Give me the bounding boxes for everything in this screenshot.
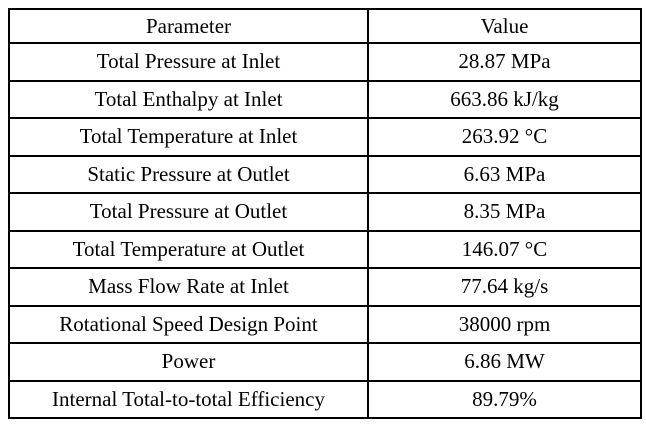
table-row	[9, 193, 641, 231]
value-cell: 77.64 kg/s	[368, 268, 641, 306]
value-cell: 89.79%	[368, 381, 641, 419]
value-cell: 146.07 °C	[368, 231, 641, 269]
table-row	[9, 118, 641, 156]
parameter-cell: Power	[9, 343, 368, 381]
parameter-cell: Rotational Speed Design Point	[9, 306, 368, 344]
parameter-cell: Static Pressure at Outlet	[9, 156, 368, 194]
value-cell: 663.86 kJ/kg	[368, 81, 641, 119]
parameter-cell: Total Temperature at Inlet	[9, 118, 368, 156]
value-cell: 6.63 MPa	[368, 156, 641, 194]
table-row	[9, 343, 641, 381]
table-row	[9, 231, 641, 269]
value-cell: 38000 rpm	[368, 306, 641, 344]
table-row	[9, 268, 641, 306]
value-cell: 263.92 °C	[368, 118, 641, 156]
parameter-cell: Total Enthalpy at Inlet	[9, 81, 368, 119]
table-row	[9, 381, 641, 419]
parameter-cell: Total Temperature at Outlet	[9, 231, 368, 269]
value-cell: 6.86 MW	[368, 343, 641, 381]
table-header	[9, 9, 641, 43]
value-column-header: Value	[368, 9, 641, 43]
value-cell: 8.35 MPa	[368, 193, 641, 231]
table-row	[9, 43, 641, 81]
table-row	[9, 81, 641, 119]
table-body	[9, 43, 641, 418]
parameter-column-header: Parameter	[9, 9, 368, 43]
header-row	[9, 9, 641, 43]
table-row	[9, 156, 641, 194]
value-cell: 28.87 MPa	[368, 43, 641, 81]
parameter-cell: Total Pressure at Inlet	[9, 43, 368, 81]
parameter-cell: Mass Flow Rate at Inlet	[9, 268, 368, 306]
table-row	[9, 306, 641, 344]
parameter-cell: Total Pressure at Outlet	[9, 193, 368, 231]
parameter-cell: Internal Total-to-total Efficiency	[9, 381, 368, 419]
parameter-value-table	[8, 8, 642, 419]
